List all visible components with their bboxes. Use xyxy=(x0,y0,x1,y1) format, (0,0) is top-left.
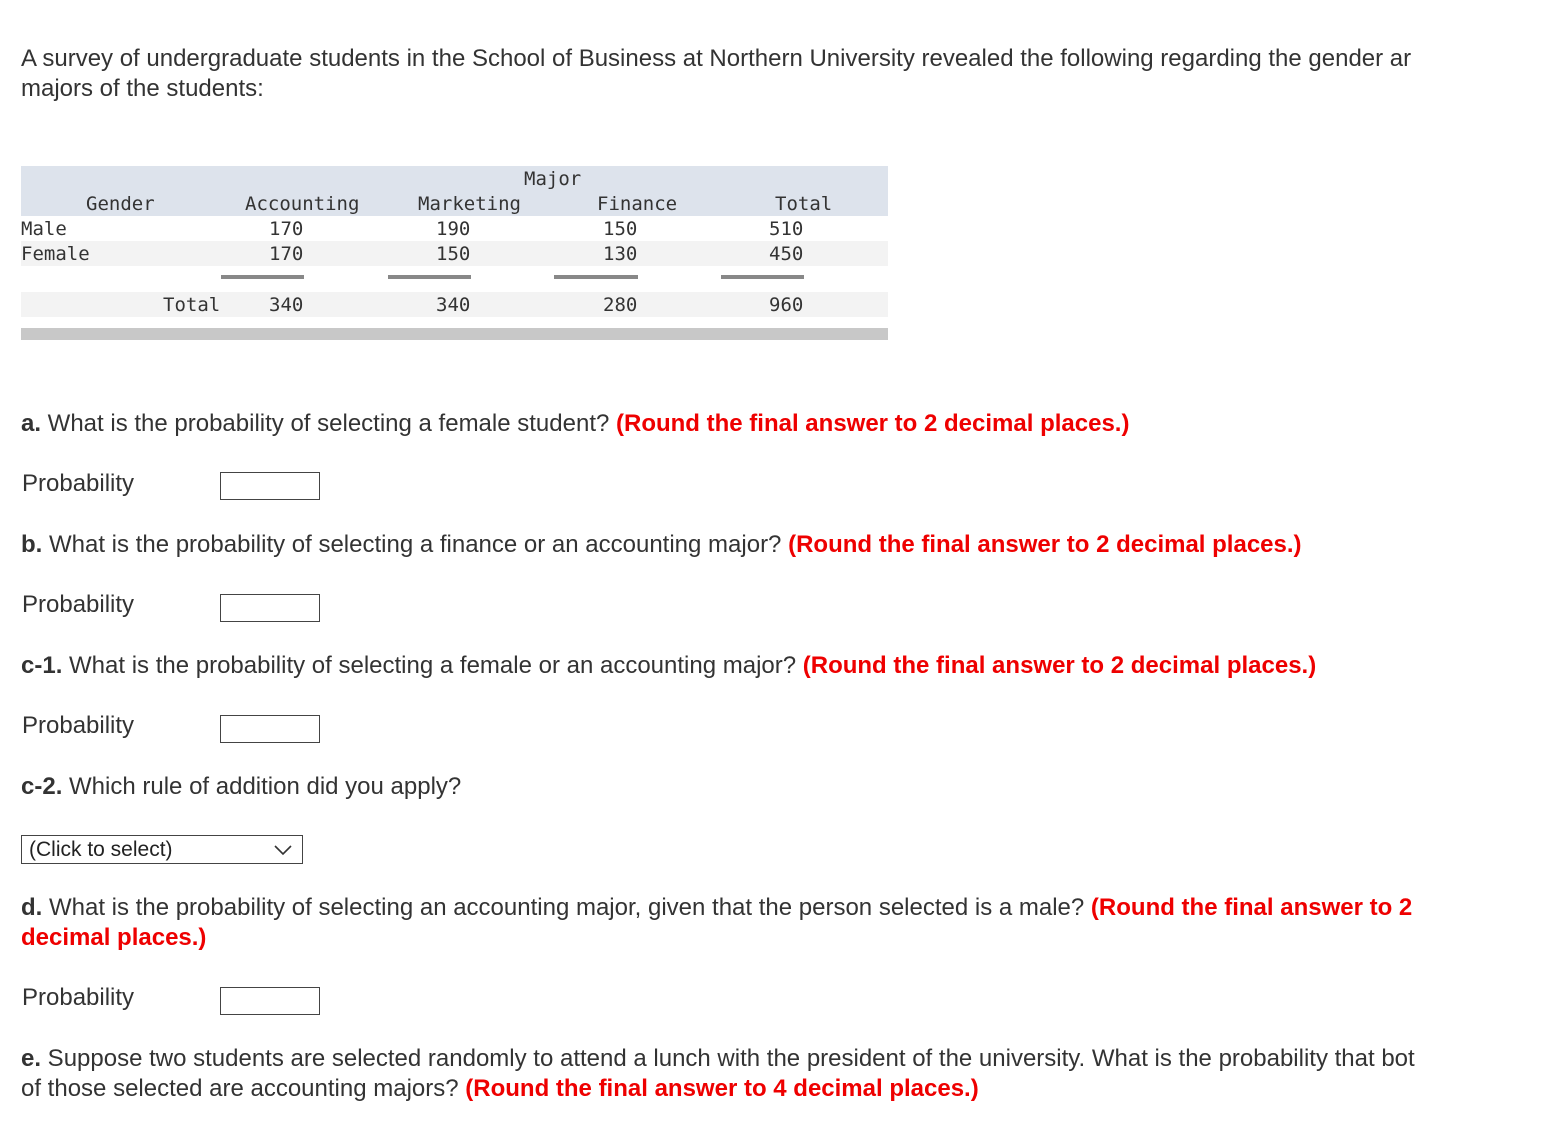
sum-bar xyxy=(554,275,638,279)
probability-label-c1: Probability xyxy=(22,712,135,739)
question-c2-text: Which rule of addition did you apply? xyxy=(62,773,462,800)
grand-total: 960 xyxy=(769,294,804,316)
total-accounting: 340 xyxy=(269,294,304,316)
question-d-text: What is the probability of selecting an accounting major, given that the person selected is a male? xyxy=(42,894,1091,921)
intro-line-1: A survey of undergraduate students in the School of Business at Northern University revealed the following regarding the gender ar xyxy=(21,45,1412,72)
intro-line-2: majors of the students: xyxy=(21,75,264,102)
answer-c1-input[interactable] xyxy=(220,715,320,743)
question-a-note: (Round the final answer to 2 decimal places.) xyxy=(616,410,1130,437)
row-gender: Female xyxy=(21,243,90,265)
header-marketing: Marketing xyxy=(418,193,521,215)
table-bottom-bar xyxy=(21,328,888,340)
answer-d-input[interactable] xyxy=(220,987,320,1015)
total-finance: 280 xyxy=(603,294,638,316)
row-accounting: 170 xyxy=(269,243,304,265)
question-d-prefix: d. xyxy=(21,894,43,921)
totals-label: Total xyxy=(163,294,221,316)
header-accounting: Accounting xyxy=(245,193,360,215)
question-b xyxy=(21,530,1302,560)
row-total: 510 xyxy=(769,218,804,240)
question-e xyxy=(21,1044,1553,1104)
question-e-prefix: e. xyxy=(21,1045,42,1072)
question-c1-prefix: c-1. xyxy=(21,652,63,679)
question-b-prefix: b. xyxy=(21,531,43,558)
row-finance: 150 xyxy=(603,218,638,240)
answer-a-input[interactable] xyxy=(220,472,320,500)
question-e-text-1: Suppose two students are selected randomly to attend a lunch with the president of the university. What is the probability that bot xyxy=(41,1045,1415,1072)
header-finance: Finance xyxy=(597,193,678,215)
rule-select-dropdown[interactable] xyxy=(21,835,303,864)
question-b-text: What is the probability of selecting a finance or an accounting major? xyxy=(42,531,789,558)
probability-label-d: Probability xyxy=(22,984,135,1011)
question-e-note: (Round the final answer to 4 decimal places.) xyxy=(465,1075,979,1102)
row-marketing: 190 xyxy=(436,218,471,240)
row-total: 450 xyxy=(769,243,804,265)
row-accounting: 170 xyxy=(269,218,304,240)
question-a-prefix: a. xyxy=(21,410,42,437)
probability-label-a: Probability xyxy=(22,470,135,497)
total-marketing: 340 xyxy=(436,294,471,316)
question-c2 xyxy=(21,772,461,802)
sum-bar xyxy=(721,275,804,279)
question-e-text-2: of those selected are accounting majors? xyxy=(21,1075,466,1102)
question-d-note-1: (Round the final answer to 2 xyxy=(1090,894,1413,921)
rule-select-value: (Click to select) xyxy=(29,838,173,861)
answer-b-input[interactable] xyxy=(220,594,320,622)
question-d-note-2: decimal places.) xyxy=(21,924,207,951)
header-gender: Gender xyxy=(86,193,155,215)
question-a-text: What is the probability of selecting a female student? xyxy=(41,410,616,437)
major-label: Major xyxy=(524,168,582,190)
header-total: Total xyxy=(775,193,833,215)
row-gender: Male xyxy=(21,218,67,240)
sum-bar xyxy=(221,275,304,279)
question-c1 xyxy=(21,651,1316,681)
question-c2-prefix: c-2. xyxy=(21,773,63,800)
question-c1-text: What is the probability of selecting a female or an accounting major? xyxy=(62,652,803,679)
question-b-note: (Round the final answer to 2 decimal places.) xyxy=(788,531,1302,558)
question-a xyxy=(21,409,1129,439)
probability-label-b: Probability xyxy=(22,591,135,618)
sum-bar xyxy=(388,275,471,279)
row-marketing: 150 xyxy=(436,243,471,265)
chevron-down-icon xyxy=(274,844,292,856)
intro-text xyxy=(21,44,1553,104)
row-finance: 130 xyxy=(603,243,638,265)
question-d xyxy=(21,893,1412,953)
question-c1-note: (Round the final answer to 2 decimal places.) xyxy=(802,652,1317,679)
